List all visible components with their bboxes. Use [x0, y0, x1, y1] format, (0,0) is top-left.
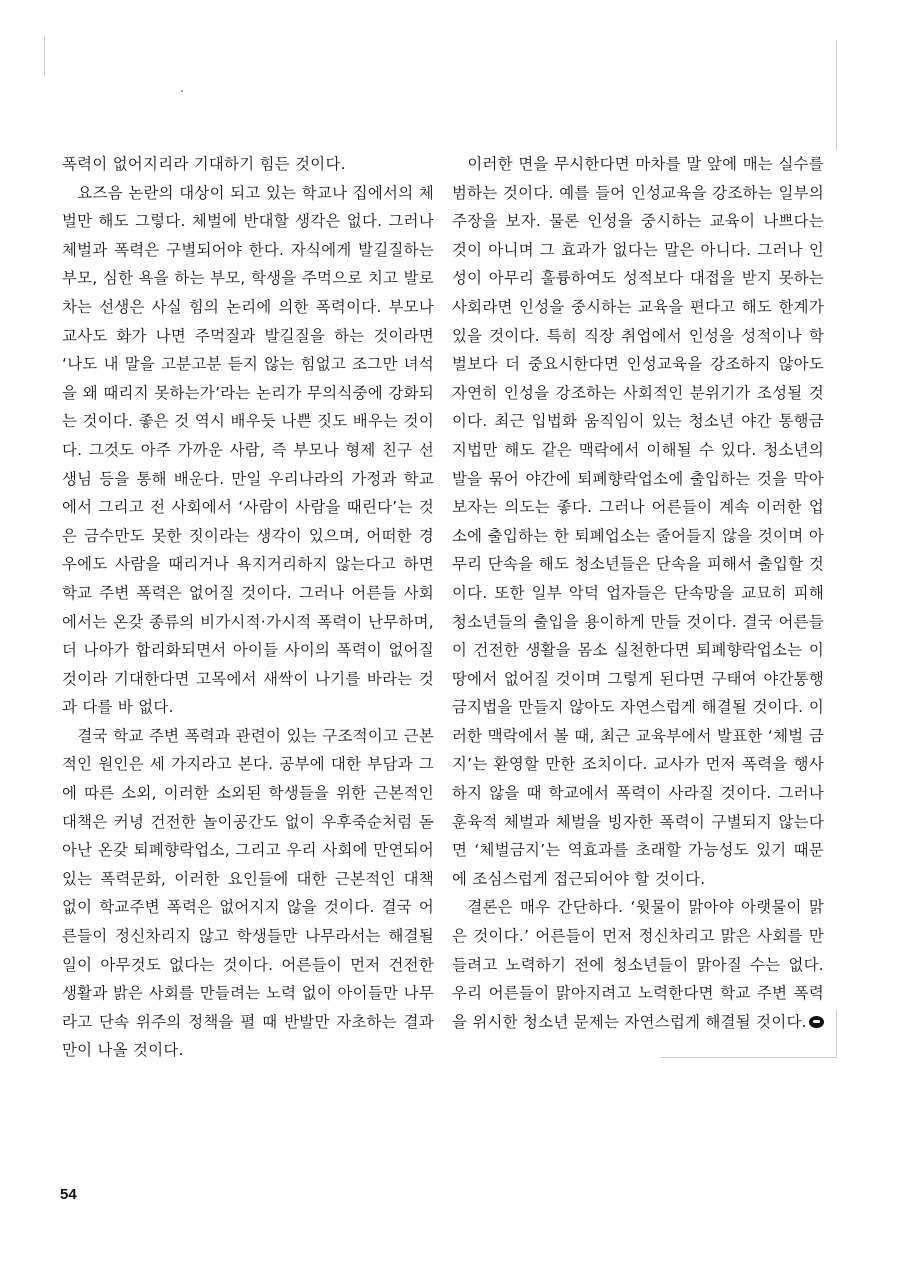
scan-edge-line-right: [836, 40, 837, 150]
right-paragraph-1: 이러한 면을 무시한다면 마차를 말 앞에 매는 실수를 범하는 것이다. 예를 들어 인성교육을 강조하는 일부의 주장을 보자. 물론 인성을 중시하는 교육이 나쁘다는 것이 아니며 그 효과가 없다는 말은 아니다. 그러나 인성이 아무리 훌륭하여도 성적보다 대접을 받지 못하는 사회라면 인성을 중시하는 교육을 편다고 해도 한계가 있을 것이다. 특히 직장 취업에서 인성을 성적이나 학벌보다 더 중요시한다면 인성교육을 강조하지 않아도 자연히 인성을 강조하는 사회적인 분위기가 조성될 것이다. 최근 입법화 움직임이 있는 청소년 야간 통행금지법만 해도 같은 맥락에서 이해될 수 있다. 청소년의 발을 묶어 야간에 퇴폐향락업소에 출입하는 것을 막아보자는 의도는 좋다. 그러나 어른들이 계속 이러한 업소에 출입하는 한 퇴폐업소는 줄어들지 않을 것이며 아무리 단속을 해도 청소년들은 단속을 피해서 출입할 것이다. 또한 일부 악덕 업자들은 단속망을 교묘히 피해 청소년들의 출입을 용이하게 만들 것이다. 결국 어른들이 건전한 생활을 몸소 실천한다면 퇴폐향락업소는 이 땅에서 없어질 것이며 그렇게 된다면 구태여 야간통행금지법을 만들지 않아도 자연스럽게 해결될 것이다. 이러한 맥락에서 볼 때, 최근 교육부에서 발표한 ‘체벌 금지’는 환영할 만한 조치이다. 교사가 먼저 폭력을 행사하지 않을 때 학교에서 폭력이 사라질 것이다. 그러나 훈육적 체벌과 체벌을 빙자한 폭력이 구별되지 않는다면 ‘체벌금지’는 역효과를 초래할 가능성도 있기 때문에 조심스럽게 접근되어야 할 것이다.: [452, 155, 824, 888]
scan-edge-line-left: [44, 36, 45, 76]
scan-edge-line-bottom: [660, 1057, 836, 1058]
right-paragraph-2: [452, 893, 824, 1036]
scan-edge-line-right-lower: [836, 1010, 837, 1058]
left-paragraph-1: 폭력이 없어지리라 기대하기 힘든 것이다.: [62, 155, 346, 173]
end-of-article-mark-icon: [809, 1016, 824, 1028]
left-column: [62, 150, 434, 1065]
left-paragraph-3: 결국 학교 주변 폭력과 관련이 있는 구조적이고 근본적인 원인은 세 가지라고 본다. 공부에 대한 부담과 그에 따른 소외, 이러한 소외된 학생들을 위한 근본적인 대책은 커녕 건전한 놀이공간도 없이 우후죽순처럼 돋아난 온갖 퇴폐향락업소, 그리고 우리 사회에 만연되어 있는 폭력문화, 이러한 요인들에 대한 근본적인 대책 없이 학교주변 폭력은 없어지지 않을 것이다. 결국 어른들이 정신차리지 않고 학생들만 나무라서는 해결될 일이 아무것도 없다는 것이다. 어른들이 먼저 건전한 생활과 밝은 사회를 만들려는 노력 없이 아이들만 나무라고 단속 위주의 정책을 펼 때 반발만 자초하는 결과만이 나올 것이다.: [62, 726, 434, 1060]
scan-speck: [181, 90, 183, 92]
right-paragraph-2-text: 결론은 매우 간단하다. ‘윗물이 맑아야 아랫물이 맑은 것이다.’ 어른들이 먼저 정신차리고 맑은 사회를 만들려고 노력하기 전에 청소년들이 맑아질 수는 없다. 우리 어른들이 맑아지려고 노력한다면 학교 주변 폭력을 위시한 청소년 문제는 자연스럽게 해결될 것이다.: [452, 898, 824, 1031]
right-column: [452, 150, 824, 1036]
left-paragraph-2: 요즈음 논란의 대상이 되고 있는 학교나 집에서의 체벌만 해도 그렇다. 체벌에 반대할 생각은 없다. 그러나 체벌과 폭력은 구별되어야 한다. 자식에게 발길질하는 부모, 심한 욕을 하는 부모, 학생을 주먹으로 치고 발로 차는 선생은 사실 힘의 논리에 의한 폭력이다. 부모나 교사도 화가 나면 주먹질과 발길질을 하는 것이라면 ‘나도 내 말을 고분고분 듣지 않는 힘없고 조그만 녀석을 왜 때리지 못하는가’라는 논리가 무의식중에 강화되는 것이다. 좋은 것 역시 배우듯 나쁜 짓도 배우는 것이다. 그것도 아주 가까운 사람, 즉 부모나 형제 친구 선생님 등을 통해 배운다. 만일 우리나라의 가정과 학교에서 그리고 전 사회에서 ‘사람이 사람을 때린다’는 것은 금수만도 못한 짓이라는 생각이 있으며, 어떠한 경우에도 사람을 때리거나 욕지거리하지 않는다고 하면 학교 주변 폭력은 없어질 것이다. 그러나 어른들 사회에서는 온갖 종류의 비가시적·가시적 폭력이 난무하며, 더 나아가 합리화되면서 아이들 사이의 폭력이 없어질 것이라 기대한다면 고목에서 새싹이 나기를 바라는 것과 다를 바 없다.: [62, 183, 434, 717]
page-number: 54: [60, 1186, 77, 1203]
